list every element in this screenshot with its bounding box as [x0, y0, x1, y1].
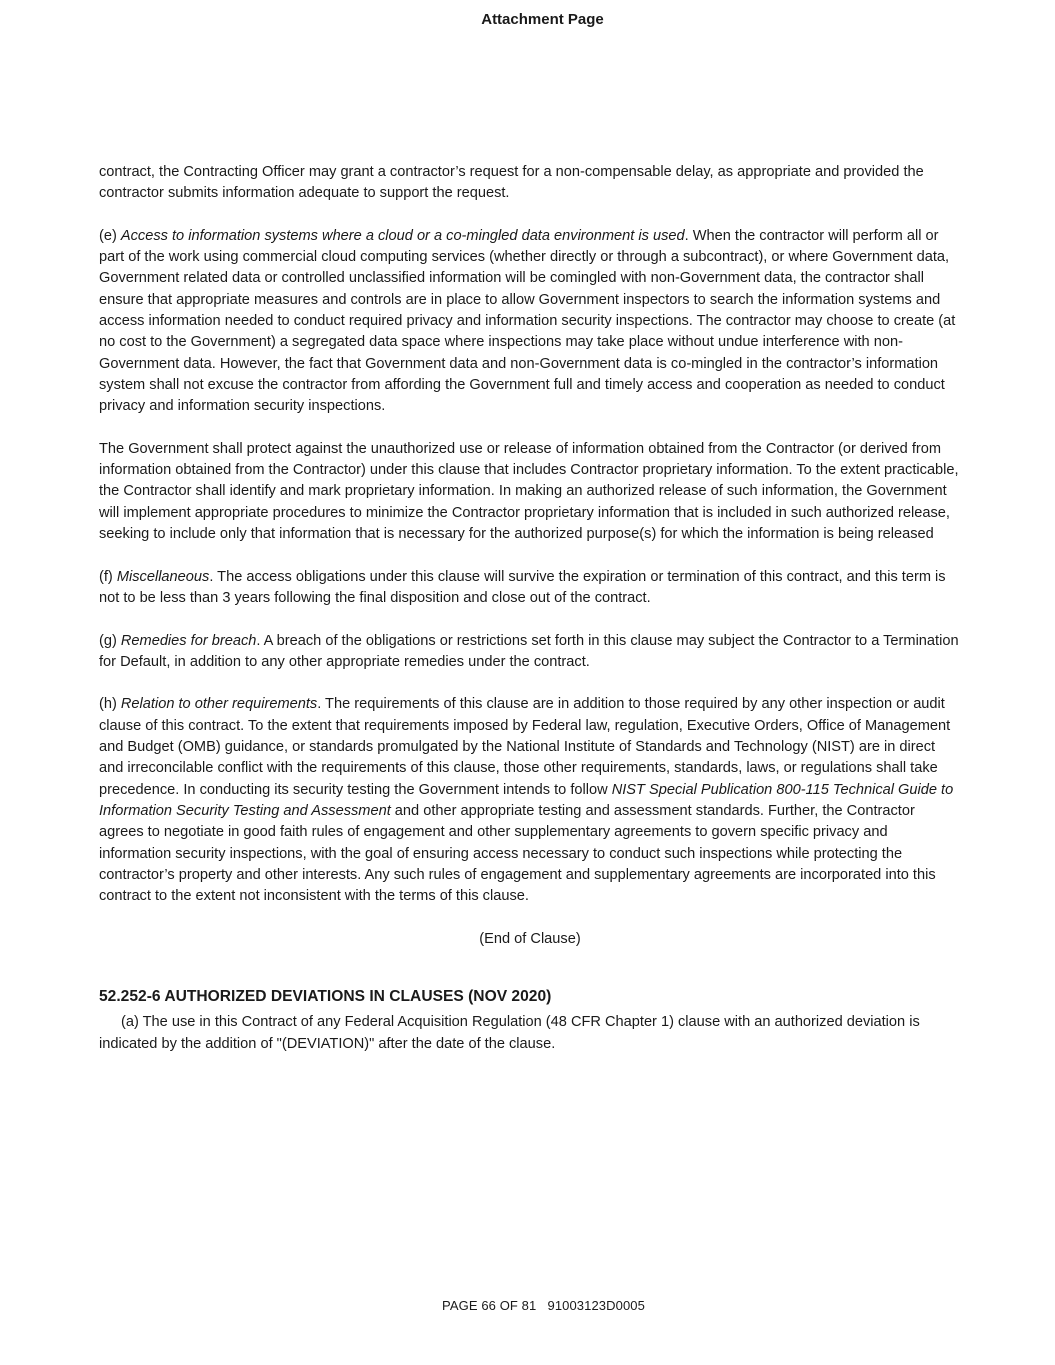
page-footer — [0, 1298, 1055, 1313]
page-header: Attachment Page — [481, 11, 604, 28]
paragraph-protect: The Government shall protect against the unauthorized use or release of information obtained from the Contractor (or derived from information obtained from the Contractor) under this clause that includes Contractor proprietary information. To the extent practicable, the Contractor shall identify and mark proprietary information. In making an authorized release of such information, the Government will implement appropriate procedures to minimize the Contractor proprietary information that is included in such authorized release, seeking to include only that information that is necessary for the authorized purpose(s) for which the information is being released — [99, 440, 959, 543]
paragraph-e-title: Access to information systems where a cloud or a co-mingled data environment is used — [120, 227, 685, 244]
paragraph-e — [99, 226, 961, 418]
paragraph-continuation: contract, the Contracting Officer may grant a contractor’s request for a non-compensable delay, as appropriate and provided the contractor submits information adequate to support the request. — [99, 164, 924, 202]
paragraph-h — [99, 694, 961, 907]
paragraph-f — [99, 567, 961, 610]
clause-paragraph-a-text: (a) The use in this Contract of any Federal Acquisition Regulation (48 CFR Chapter 1) clause with an authorized deviation is indicated by the addition of "(DEVIATION)" after the date of the clause. — [99, 1013, 920, 1053]
paragraph-g-title: Remedies for breach — [120, 632, 257, 649]
paragraph-g — [99, 631, 961, 674]
paragraph-e-label: (e) — [99, 227, 121, 244]
end-of-clause: (End of Clause) — [479, 930, 581, 947]
footer-total-pages: 81 — [521, 1298, 537, 1313]
paragraph-h-label: (h) — [99, 696, 121, 713]
paragraph-g-label: (g) — [99, 632, 121, 649]
clause-heading: 52.252-6 AUTHORIZED DEVIATIONS IN CLAUSES (NOV 2020) — [99, 987, 552, 1005]
document-body — [99, 162, 961, 1056]
paragraph-f-label: (f) — [99, 568, 117, 585]
clause-paragraph-a — [99, 1011, 961, 1056]
paragraph-h-title: Relation to other requirements — [120, 696, 318, 713]
paragraph-f-text: . The access obligations under this clause will survive the expiration or termination of this contract, and this term is not to be less than 3 years following the final disposition and close out of the contract. — [99, 568, 946, 606]
footer-contract-number: 91003123D0005 — [547, 1298, 645, 1313]
paragraph-f-title: Miscellaneous — [116, 568, 210, 585]
footer-page-label: PAGE 66 OF — [442, 1298, 518, 1313]
paragraph-e-text: . When the contractor will perform all or part of the work using commercial cloud computing services (whether directly or through a subcontract), or where Government data, Government related data or controlled unclassified information will be comingled with non-Government data, the contractor shall ensure that appropriate measures and controls are in place to allow Government inspectors to search the information systems and access information needed to conduct required privacy and information security inspections. The contractor may choose to create (at no cost to the Government) a segregated data space where inspections may take place without undue interference with non-Government data. However, the fact that Government data and non-Government data is co-mingled in the contractor’s information system shall not excuse the contractor from affording the Government full and timely access and cooperation as needed to conduct privacy and information security inspections. — [99, 227, 956, 415]
paragraph-g-text: . A breach of the obligations or restrictions set forth in this clause may subject the Contractor to a Termination for Default, in addition to any other appropriate remedies under the contract. — [99, 632, 959, 670]
paragraph-h-text-1: . The requirements of this clause are in addition to those required by any other inspection or audit clause of this contract. To the extent that requirements imposed by Federal law, regulation, Executive Orders, Office of Management and Budget (OMB) guidance, or standards promulgated by the National Institute of Standards and Technology (NIST) are in direct and irreconcilable conflict with the requirements of this clause, those other requirements, standards, laws, or regulations shall take precedence. In conducting its security testing the Government intends to follow — [99, 696, 951, 798]
paragraph-h-text-2: and other appropriate testing and assessment standards. Further, the Contractor agrees to negotiate in good faith rules of engagement and other supplementary agreements to govern specific privacy and information security inspections, with the goal of ensuring access necessary to conduct such inspections while protecting the contractor’s property and other interests. Any such rules of engagement and supplementary agreements are incorporated into this contract to the extent not inconsistent with the terms of this clause. — [99, 802, 936, 905]
paragraph-h-publication: NIST Special Publication 800-115 Technical Guide to Information Security Testing and Assessment — [99, 781, 954, 819]
